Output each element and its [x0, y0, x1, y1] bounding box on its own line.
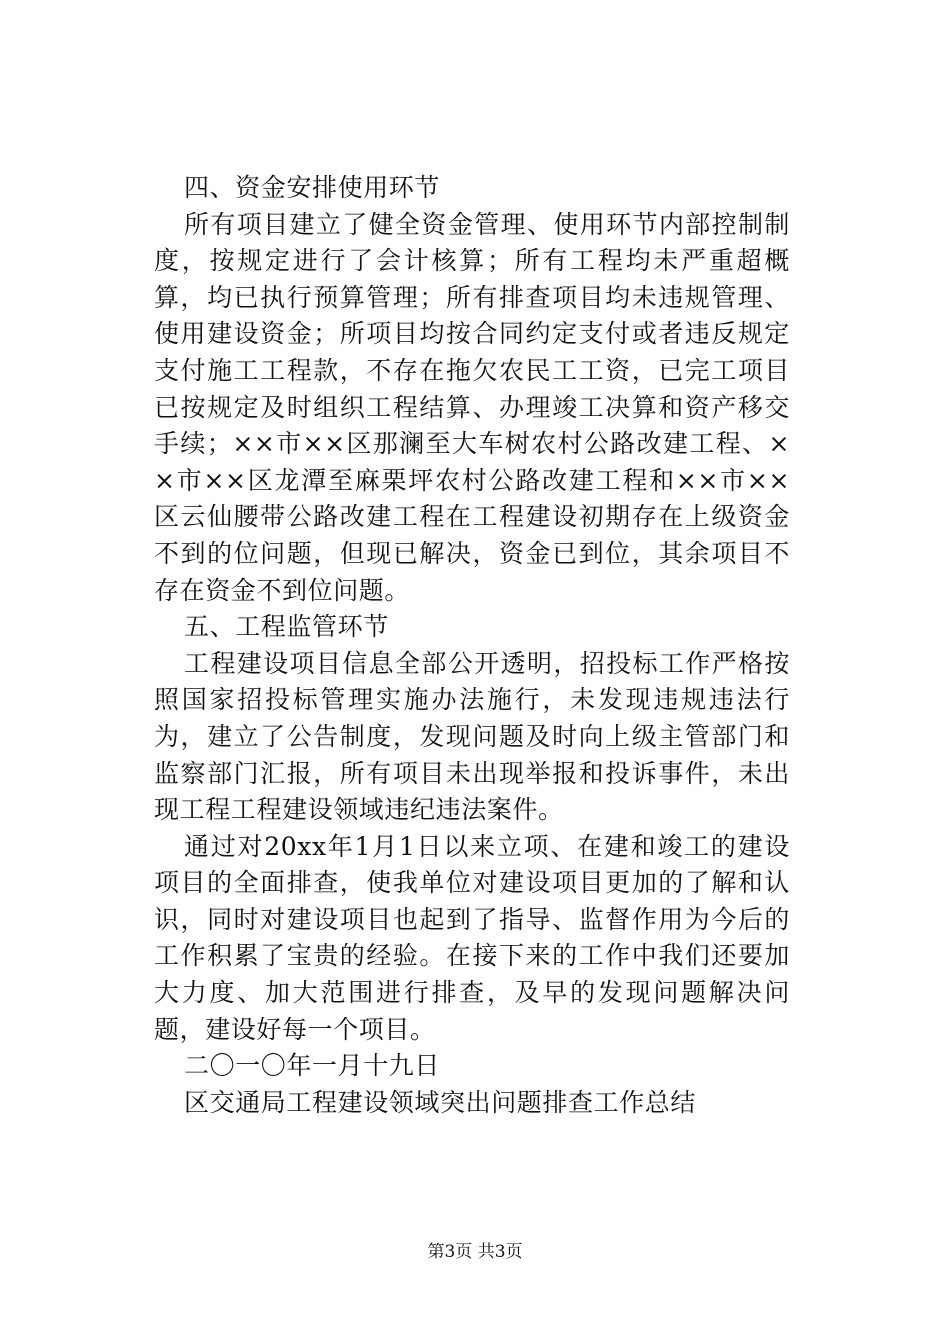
section-heading-supervision: 五、工程监管环节	[184, 612, 389, 642]
paragraph-supervision: 工程建设项目信息全部公开透明，招投标工作严格按照国家招投标管理实施办法施行，未发现违规违法行为，建立了公告制度，发现问题及时向上级主管部门和监察部门汇报，所有项目未出现举报和投诉事件，未出现工程工程建设领域违纪违法案件。	[154, 648, 790, 825]
section-heading-funds: 四、资金安排使用环节	[184, 173, 441, 202]
paragraph-funds: 所有项目建立了健全资金管理、使用环节内部控制制度，按规定进行了会计核算；所有工程均未严重超概算，均已执行预算管理；所有排查项目均未违规管理、使用建设资金；所项目均按合同约定支付或者违反规定支付施工工程款，不存在拖欠农民工工资，已完工项目已按规定及时组织工程结算、办理竣工决算和资产移交手续；××市××区那澜至大车树农村公路改建工程、××市××区龙潭至麻栗坪农村公路改建工程和××市××区云仙腰带公路改建工程在工程建设初期存在上级资金不到的位问题，但现已解决，资金已到位，其余项目不存在资金不到位问题。	[154, 209, 790, 605]
page-number-footer: 第3页 共3页	[427, 1242, 523, 1262]
document-title-line: 区交通局工程建设领域突出问题排查工作总结	[184, 1087, 697, 1117]
paragraph-conclusion: 通过对20xx年1月1日以来立项、在建和竣工的建设项目的全面排查，使我单位对建设项目更加的了解和认识，同时对建设项目也起到了指导、监督作用为今后的工作积累了宝贵的经验。在接下来的工作中我们还要加大力度、加大范围进行排查，及早的发现问题解决问题，建设好每一个项目。	[154, 831, 790, 1044]
document-date: 二〇一〇年一月十九日	[184, 1051, 441, 1081]
document-body	[154, 170, 790, 1121]
